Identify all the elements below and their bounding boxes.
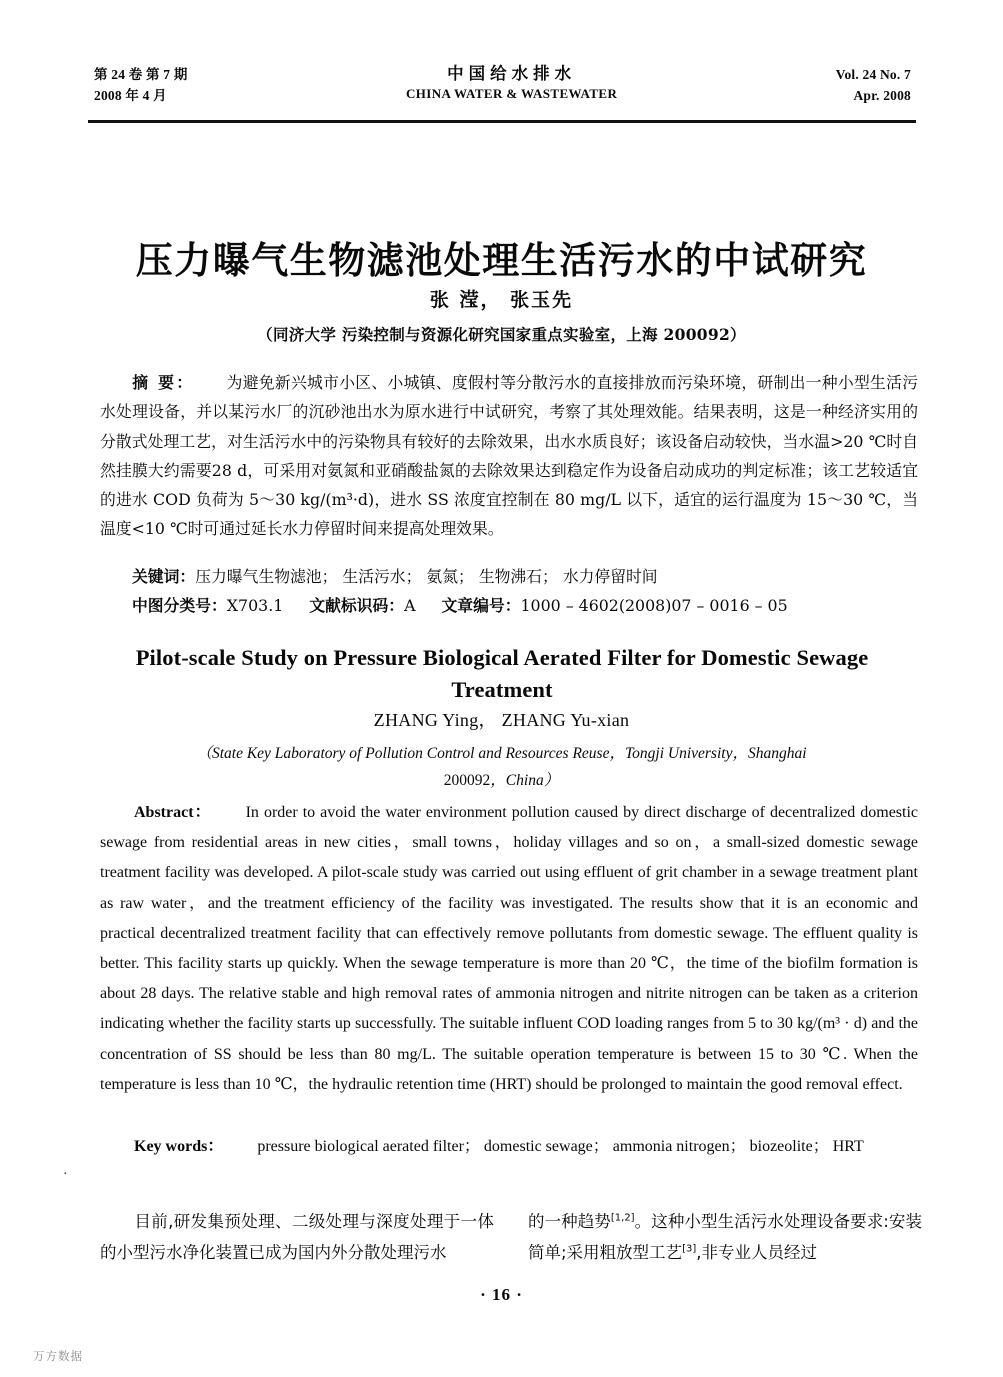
classification-cn [100,591,918,620]
abstract-en [100,798,918,1100]
clc-value: X703.1 [226,596,284,615]
date-cn: 2008 年 4 月 [94,88,167,103]
abstract-cn-label: 摘 要： [132,373,195,392]
article-id-label: 文章编号： [441,596,521,615]
citation-ref-1: [1,2] [610,1212,635,1224]
body-right-text-c: ,非专业人员经过 [696,1243,817,1262]
date-en: Apr. 2008 [853,88,911,103]
masthead [88,64,915,106]
authors-en: ZHANG Ying， ZHANG Yu-xian [373,710,630,730]
page-title-cn: 压力曝气生物滤池处理生活污水的中试研究 [135,238,868,282]
database-watermark: 万方数据 [33,1349,83,1363]
keywords-cn-value: 压力曝气生物滤池； 生活污水； 氨氮； 生物沸石； 水力停留时间 [195,567,658,586]
body-columns [100,1206,922,1268]
masthead-center [188,63,836,104]
affiliation-en-line1: （State Key Laboratory of Pollution Control and Resources Reuse，Tongji University，Shanghai [196,745,807,762]
page-title-en-line2: Treatment [451,677,553,702]
article-id-value: 1000 – 4602(2008)07 – 0016 – 05 [520,596,788,615]
volume-issue-en: Vol. 24 No. 7 [835,67,911,82]
body-right-text-b: 。这种小型生活污水处理设备要求:安装简单;采用粗放型工艺 [528,1212,922,1262]
document-code-label: 文献标识码： [309,596,405,615]
keywords-cn [100,562,918,591]
clc-label: 中图分类号： [132,596,227,615]
keywords-en-value: pressure biological aerated filter； domestic sewage； ammonia nitrogen； biozeolite； HRT [257,1138,864,1155]
page-title-en [96,642,908,706]
masthead-right [836,64,915,106]
keywords-en-label: Key words： [134,1138,224,1155]
document-code-value: A [404,596,416,615]
volume-issue-cn: 第 24 卷 第 7 期 [94,67,188,82]
affiliation-en [150,740,853,794]
body-column-right [528,1206,922,1268]
abstract-cn-body: 为避免新兴城市小区、小城镇、度假村等分散污水的直接排放而污染环境，研制出一种小型生活污水处理设备，并以某污水厂的沉砂池出水为原水进行中试研究，考察了其处理效能。结果表明，这是一种经济实用的分散式处理工艺，对生活污水中的污染物具有较好的去除效果，出水水质良好；该设备启动较快，当水温>20 ℃时自然挂膜大约需要28 d，可采用对氨氮和亚硝酸盐氮的去除效果达到稳定作为设备启动成功的判定标准；该工艺较适宜的进水 COD 负荷为 5～30 kg/(m³·d)，进水 SS 浓度宜控制在 80 mg/L 以下，适宜的运行温度为 15～30 ℃，当温度<10 ℃时可通过延长水力停留时间来提高处理效果。 [100,373,918,539]
page-number: · 16 · [480,1285,523,1304]
affiliation-cn: （同济大学 污染控制与资源化研究国家重点实验室，上海 200092） [257,325,746,344]
abstract-en-label: Abstract： [134,804,212,821]
margin-dot-mark: · [63,1167,68,1182]
body-column-left [100,1206,494,1268]
masthead-rule [88,120,916,123]
journal-title-cn: 中国给水排水 [447,64,577,83]
body-left-text: 目前,研发集预处理、二级处理与深度处理于一体的小型污水净化装置已成为国内外分散处理污水 [100,1212,494,1262]
abstract-en-body: In order to avoid the water environment pollution caused by direct discharge of decentralized domestic sewage from residential areas in new cities，small towns，holiday villages and so on，a small-sized domestic sewage treatment facility was developed. A pilot-scale study was carried out using effluent of grit chamber in a sewage treatment plant as raw water，and the treatment efficiency of the facility was investigated. The results show that it is an economic and practical decentralized treatment facility that can effectively remove pollutants from domestic sewage. The effluent quality is better. This facility starts up quickly. When the sewage temperature is more than 20 ℃，the time of the biofilm formation is about 28 days. The relative stable and high removal rates of ammonia nitrogen and nitrite nitrogen can be taken as a criterion indicating whether the facility starts up successfully. The suitable influent COD loading ranges from 5 to 30 kg/(m³ · d) and the concentration of SS should be less than 80 mg/L. The suitable operation temperature is between 15 to 30 ℃. When the temperature is less than 10 ℃，the hydraulic retention time (HRT) should be prolonged to maintain the good removal effect. [100,804,919,1093]
masthead-left [88,64,188,106]
keywords-en [100,1132,918,1162]
abstract-cn [100,368,918,544]
authors-cn: 张 滢， 张玉先 [429,289,574,311]
affiliation-en-line2 [150,767,853,794]
affiliation-en-country: ，China） [490,772,560,789]
citation-ref-2: [3] [682,1243,697,1255]
keywords-cn-label: 关键词： [132,567,196,586]
body-right-text-a: 的一种趋势 [528,1212,611,1231]
affiliation-en-postcode: 200092 [443,772,491,789]
page-title-en-line1: Pilot-scale Study on Pressure Biological Aerated Filter for Domestic Sewage [135,645,869,670]
journal-title-en: CHINA WATER & WASTEWATER [406,86,618,101]
